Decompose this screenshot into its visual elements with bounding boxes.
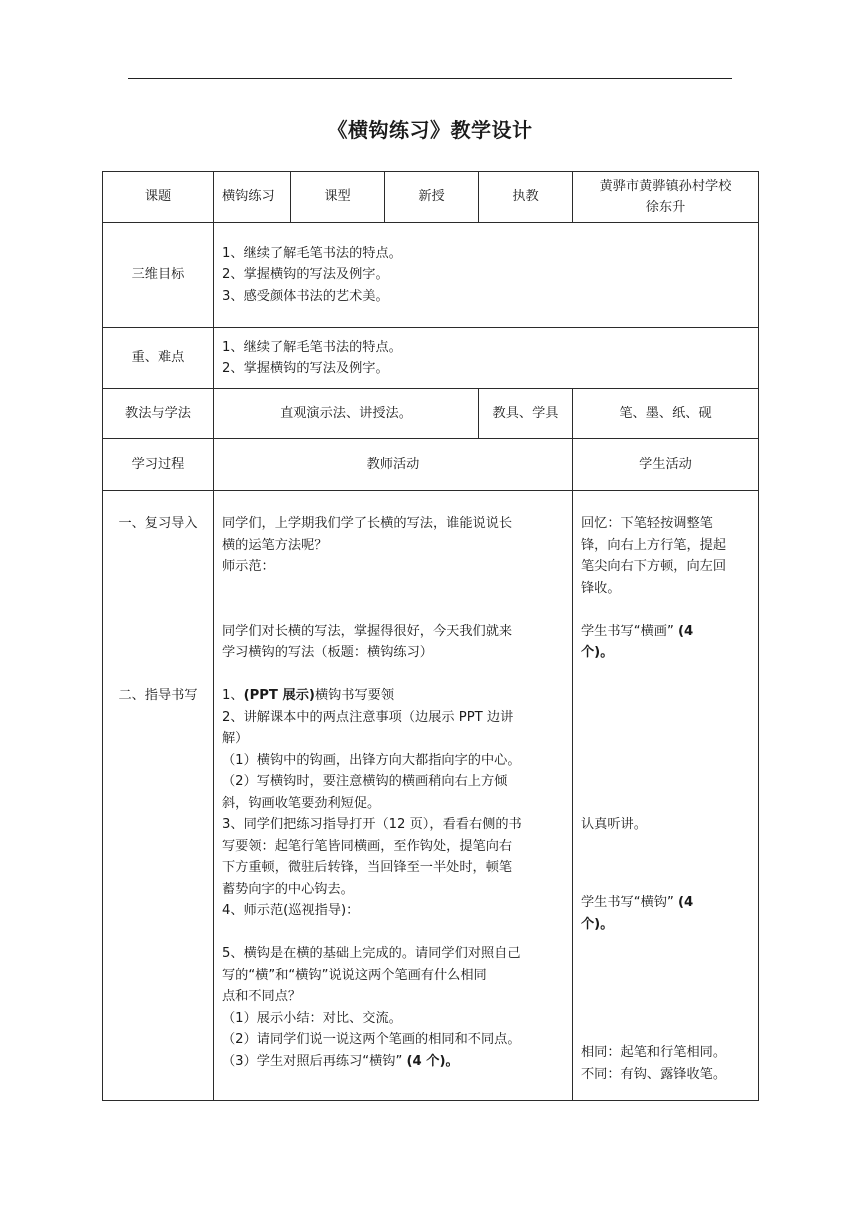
teacher-line: （2）写横钩时，要注意横钩的横画稍向右上方倾 [222,774,508,789]
tools-value: 笔、墨、纸、砚 [573,389,759,439]
keypoints-label: 重、难点 [103,328,214,389]
teacher-line: 同学们对长横的写法，掌握得很好，今天我们就来 [222,623,513,639]
student-line: 不同：有钩、露锋收笔。 [581,1066,727,1082]
student-activity [573,491,759,1101]
stage-review: 一、复习导入 [118,516,198,531]
student-line: 认真听讲。 [581,816,647,832]
teacher-line: （1）展示小结：对比、交流。 [222,1010,402,1026]
teacher-line: 写要领：起笔行笔皆同横画，至作钩处，提笔向右 [222,838,513,854]
teacher-line: 学习横钩的写法（板题：横钩练习） [222,645,433,660]
goal-item: 3、感受颜体书法的艺术美。 [222,288,389,304]
student-line-text: 学生书写“横画” [581,623,674,639]
goal-item: 2、掌握横钩的写法及例字。 [222,267,389,283]
keypoint-item: 2、掌握横钩的写法及例字。 [222,361,389,376]
student-line: 相同：起笔和行笔相同。 [581,1045,727,1060]
topic-value: 横钩练习 [214,172,291,223]
student-line [581,892,750,914]
teacher-line-text: （3）学生对照后再练习“横钩” [222,1053,403,1069]
student-line: 锋，向右上方行笔，提起 [581,537,727,553]
teacher-line: （2）请同学们说一说这两个笔画的相同和不同点。 [222,1032,521,1047]
student-line: 个)。 [581,645,614,660]
teacher-activity [214,491,573,1101]
keypoint-item: 1、继续了解毛笔书法的特点。 [222,339,402,355]
teacher-line: 横的运笔方法呢？ [222,537,328,553]
goals-label: 三维目标 [103,223,214,328]
teacher-line: 蓄势向字的中心钩去。 [222,881,354,897]
goal-item: 1、继续了解毛笔书法的特点。 [222,245,402,261]
student-line: 回忆：下笔轻按调整笔 [581,516,713,531]
student-line: 锋收。 [581,580,621,596]
header-teacher: 执教 [479,172,573,223]
student-line-emphasis: (4 [678,895,694,910]
teacher-line-emphasis: (4 个)。 [406,1053,459,1069]
student-line: 个)。 [581,916,614,932]
teacher-line: 写的“横”和“横钩”说说这两个笔画有什么相同 [222,967,487,983]
teacher-line: 5、横钩是在横的基础上完成的。请同学们对照自己 [222,946,521,961]
tools-label: 教具、学具 [479,389,573,439]
teacher-line: （1）横钩中的钩画，出锋方向大都指向字的中心。 [222,752,521,768]
header-topic: 课题 [103,172,214,223]
student-line: 笔尖向右下方顿，向左回 [581,559,727,574]
header-type: 课型 [291,172,385,223]
teacher-line: 2、讲解课本中的两点注意事项（边展示 PPT 边讲 [222,709,514,725]
row-methods [103,389,759,439]
row-process-header [103,439,759,491]
keypoints-list [214,328,759,389]
teacher-name: 徐东升 [645,200,686,215]
teacher-line: 4、师示范(巡视指导)： [222,903,360,918]
teacher-line-emphasis: (PPT 展示) [243,688,315,703]
row-goals [103,223,759,328]
teacher-cell [573,172,759,223]
student-activity-header: 学生活动 [573,439,759,491]
stage-guided-writing: 二、指导书写 [118,687,198,703]
student-line-emphasis: (4 [678,623,694,639]
document-title: 《横钩练习》教学设计 [327,118,533,142]
teacher-line: 3、同学们把练习指导打开（12 页），看看右侧的书 [222,817,522,832]
goals-list [214,223,759,328]
student-line [581,621,750,643]
process-label: 学习过程 [103,439,214,491]
teacher-line-text: 横钩书写要领 [314,688,395,703]
lesson-plan-table [102,171,759,1101]
teacher-line: 同学们，上学期我们学了长横的写法，谁能说说长 [222,516,513,531]
methods-value: 直观演示法、讲授法。 [214,389,479,439]
row-process-body [103,491,759,1101]
row-keypoints [103,328,759,389]
teacher-line-number: 1、 [222,688,244,703]
teacher-line [222,1051,566,1073]
teacher-line: 斜，钩画收笔要劲利短促。 [222,795,381,811]
teacher-line: 解） [222,731,249,746]
teacher-line: 点和不同点？ [222,989,302,1004]
student-line-text: 学生书写“横钩” [581,895,674,910]
teacher-activity-header: 教师活动 [214,439,573,491]
type-value: 新授 [385,172,479,223]
header-rule [128,78,732,79]
stage-column [103,491,214,1101]
teacher-school: 黄骅市黄骅镇孙村学校 [599,178,732,194]
teacher-line [222,685,566,707]
methods-label: 教法与学法 [103,389,214,439]
teacher-line: 下方重顿，微驻后转锋，当回锋至一半处时，顿笔 [222,860,513,875]
teacher-line: 师示范： [222,559,275,574]
row-topic [103,172,759,223]
